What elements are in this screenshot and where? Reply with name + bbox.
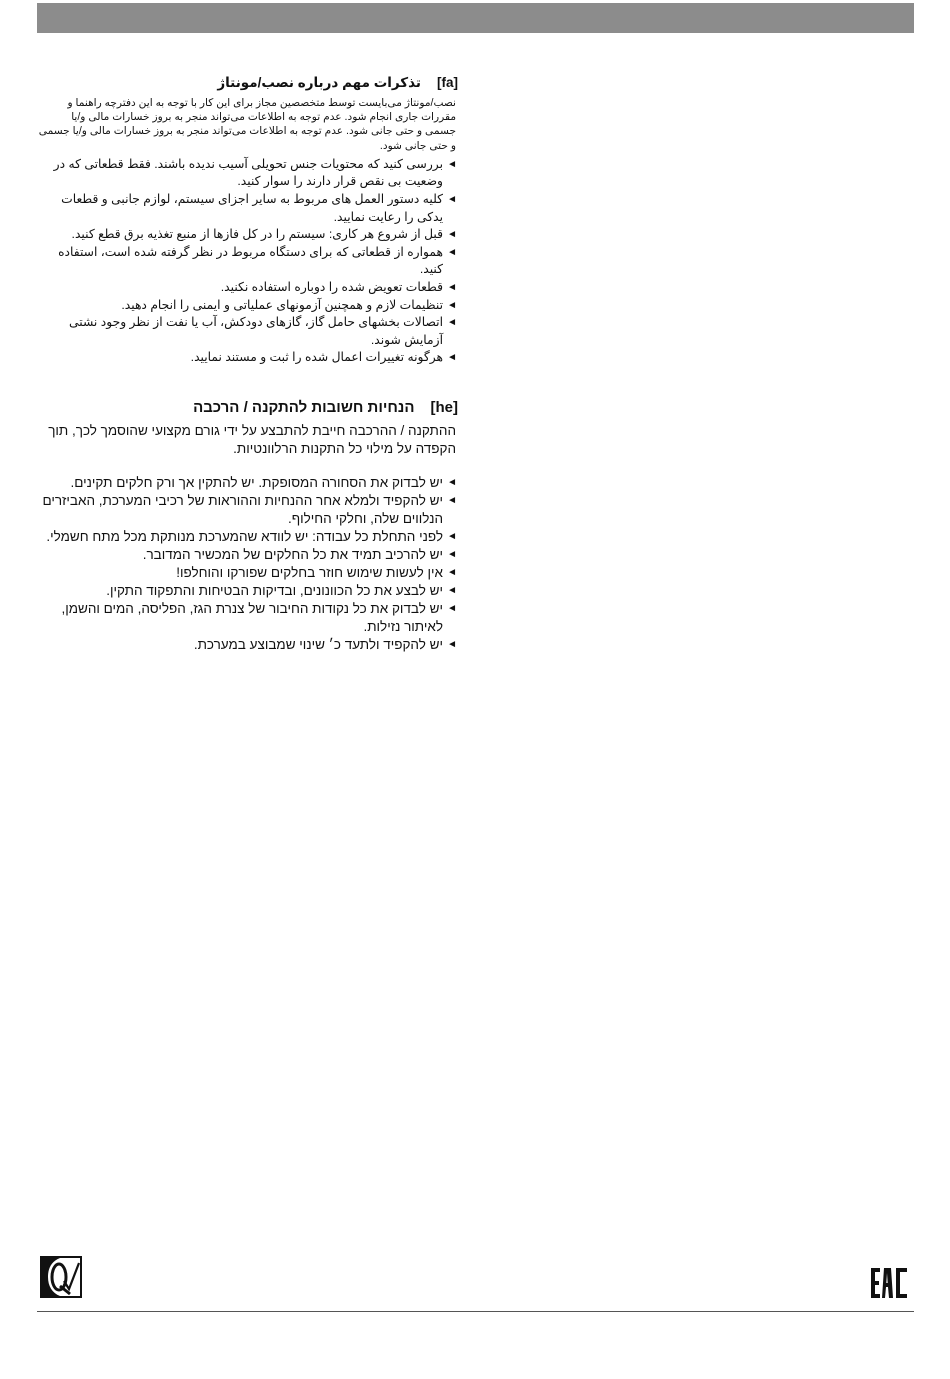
list-item: ◄ יש להקפיד ולמלא אחר ההנחיות וההוראות של רכיבי המערכת, האביזרים הנלווים שלה, וחלקי החילוף. bbox=[42, 493, 457, 526]
list-item: ◄ יש לבדוק את כל נקודות החיבור של צנרת הגז, הפליסה, המים והשמן, לאיתור נזילות. bbox=[61, 601, 457, 634]
list-item: ◄ تنظیمات لازم و همچنین آزمونهای عملیاتی و ایمنی را انجام دهید. bbox=[38, 297, 458, 315]
bullet-arrow-icon: ◄ bbox=[447, 158, 457, 170]
list-item: ◄ بررسی کنید که محتویات جنس تحویلی آسیب ندیده باشند. فقط قطعاتی که در وضعیت بی نقص قرار دارند را سوار کنید. bbox=[53, 156, 457, 189]
instruction-list-he bbox=[38, 474, 458, 654]
eac-mark-icon bbox=[869, 1266, 909, 1300]
section-title-fa bbox=[38, 74, 458, 92]
bullet-arrow-icon: ◄ bbox=[447, 194, 457, 205]
section-he bbox=[38, 398, 458, 654]
list-item: ◄ قبل از شروع هر کاری: سیستم را در کل فازها از منبع تغذیه برق قطع کنید. bbox=[38, 226, 458, 244]
list-item: ◄ יש לבצע את כל הכוונונים, ובדיקות הבטיחות והתפקוד התקין. bbox=[106, 583, 457, 598]
bullet-arrow-icon: ◄ bbox=[447, 567, 457, 578]
bullet-arrow-icon: ◄ bbox=[447, 477, 457, 488]
section-title-he bbox=[38, 398, 458, 418]
title-text-fa: تذکرات مهم درباره نصب/مونتاژ bbox=[217, 75, 421, 90]
bullet-arrow-icon: ◄ bbox=[447, 317, 457, 329]
bullet-arrow-icon: ◄ bbox=[447, 281, 457, 293]
list-item: ◄ יש להרכיב תמיד את כל החלקים של המכשיר המדובר. bbox=[142, 547, 457, 562]
bullet-arrow-icon: ◄ bbox=[447, 246, 457, 258]
intro-text-he: ההתקנה / ההרכבה חייבת להתבצע על ידי גורם מקצועי שהוסמך לכך, תוך הקפדה על מילוי כל התקנות הרלוונטיות. bbox=[48, 423, 456, 456]
list-item: ◄ אין לעשות שימוש חוזר בחלקים שפורקו והוחלפו! bbox=[176, 565, 457, 580]
language-code-fa: [fa] bbox=[437, 75, 458, 90]
bullet-arrow-icon: ◄ bbox=[447, 585, 457, 596]
list-item: ◄ יש לבדוק את הסחורה המסופקת. יש להתקין אך ורק חלקים תקינים. bbox=[70, 475, 457, 490]
quality-check-icon bbox=[40, 1256, 82, 1298]
footer-divider bbox=[37, 1311, 914, 1312]
bullet-arrow-icon: ◄ bbox=[447, 352, 457, 364]
header-bar bbox=[37, 3, 914, 33]
list-item: ◄ לפני התחלת כל עבודה: יש לוודא שהמערכת מנותקת מכל מתח חשמלי. bbox=[46, 529, 457, 544]
list-item: ◄ کلیه دستور العمل های مربوط به سایر اجزای سیستم، لوازم جانبی و قطعات یدکی را رعایت نمایید. bbox=[61, 192, 457, 224]
list-item: ◄ יש להקפיד ולתעד כ׳ שינוי שמבוצע במערכת. bbox=[193, 637, 457, 652]
language-code-he: [he] bbox=[430, 399, 458, 416]
bullet-arrow-icon: ◄ bbox=[447, 299, 457, 311]
bullet-arrow-icon: ◄ bbox=[447, 549, 457, 560]
title-text-he: הנחיות חשובות להתקנה / הרכבה bbox=[193, 399, 415, 416]
list-item: ◄ قطعات تعویض شده را دوباره استفاده نکنید. bbox=[38, 279, 458, 297]
list-item: ◄ همواره از قطعاتی که برای دستگاه مربوط در نظر گرفته شده است، استفاده کنید. bbox=[58, 244, 457, 277]
instruction-list-fa bbox=[38, 156, 458, 367]
intro-text-fa: نصب/مونتاژ می‌بایست توسط متخصصین مجاز برای این کار با توجه به این دفترچه راهنما و مقررات جاری انجام شود. عدم توجه به اطلاعات می‌تواند منجر به بروز خسارات مالی و/یا جسمی و حتی جانی شود. عدم توجه به اطلاعات می‌تواند منجر به بروز خسارات مالی و/یا جسمی و حتی جانی شود. bbox=[38, 97, 456, 152]
bullet-arrow-icon: ◄ bbox=[447, 639, 457, 650]
bullet-arrow-icon: ◄ bbox=[447, 531, 457, 542]
bullet-arrow-icon: ◄ bbox=[447, 229, 457, 241]
section-fa bbox=[38, 74, 458, 367]
list-item: ◄ اتصالات بخشهای حامل گاز، گازهای دودکش، آب یا نفت از نظر وجود نشتی آزمایش شوند. bbox=[69, 315, 457, 347]
list-item: ◄ هرگونه تغییرات اعمال شده را ثبت و مستند نمایید. bbox=[38, 349, 458, 367]
bullet-arrow-icon: ◄ bbox=[447, 495, 457, 506]
bullet-arrow-icon: ◄ bbox=[447, 603, 457, 614]
